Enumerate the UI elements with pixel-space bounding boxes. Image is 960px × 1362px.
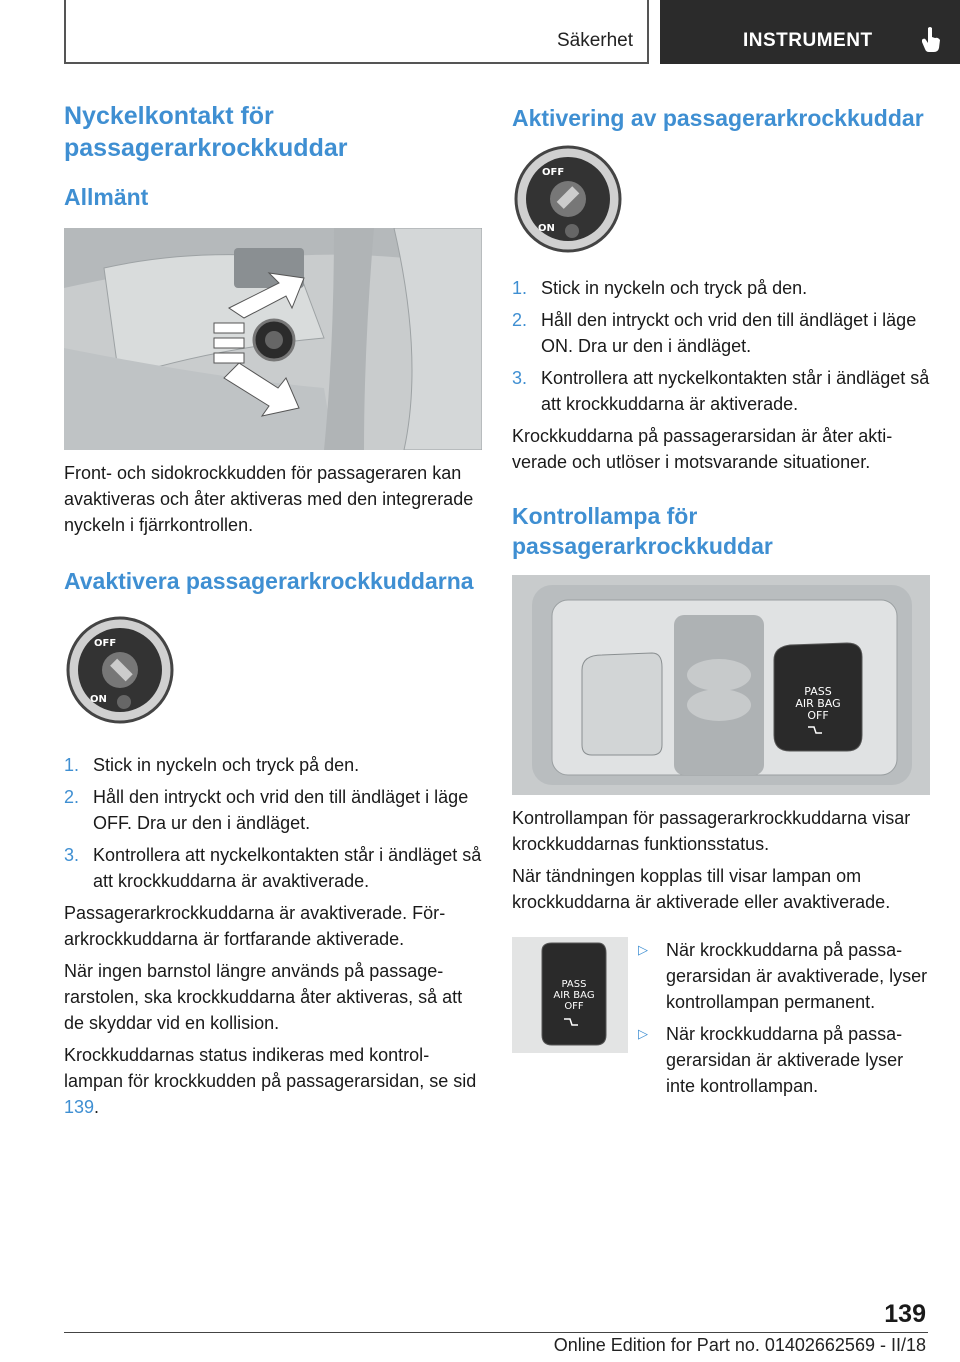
deactivate-steps xyxy=(64,752,482,894)
switch-on-label: ON xyxy=(90,694,107,705)
left-column xyxy=(64,100,482,1120)
lamp-label-off: OFF xyxy=(807,709,829,722)
intro-paragraph: Front- och sidokrockkudden för passageraren kan avaktiveras och åter aktiveras med den integrerade nyckeln i fjärrkontrollen. xyxy=(64,463,474,535)
airbag-switch-off-icon xyxy=(64,612,184,732)
footer-divider xyxy=(64,1332,928,1333)
list-item: 1. Stick in nyckeln och tryck på den. xyxy=(512,278,808,298)
list-item: 2. Håll den intryckt och vrid den till ändläget i läge ON. Dra ur den i ändläget. xyxy=(512,310,917,356)
airbag-off-lamp-icon xyxy=(512,937,628,1053)
list-item: ▷ När krockkuddarna på passagerarsidan är avaktiverade, lyser kontrollampan permanent. xyxy=(638,940,928,1012)
paragraph-ignition: När tändningen kopplas till visar lampan om krockkuddarna är aktiverade eller avaktiverade. xyxy=(512,866,891,912)
subsection-title-indicator-lamp: Kontrollampa för passagerarkrockkuddar xyxy=(512,503,773,559)
lamp-label-airbag: AIR BAG xyxy=(553,990,595,1001)
paragraph-lamp-function: Kontrollampan för passagerarkrockkuddarna visar krockkuddarnas funktionsstatus. xyxy=(512,808,911,854)
activate-steps xyxy=(512,275,930,417)
pointing-hand-icon xyxy=(922,26,942,52)
header-chapter-label: INSTRUMENT xyxy=(743,30,873,51)
lamp-label-airbag: AIR BAG xyxy=(795,697,841,710)
page-link[interactable]: 139 xyxy=(64,1097,95,1117)
airbag-switch-on-icon xyxy=(512,141,632,261)
list-item: ▷ När krockkuddarna på passagerarsidan är aktiverade lyser inte kontrollampan. xyxy=(638,1024,904,1096)
paragraph-activated: Krockkuddarna på passagerarsidan är åter aktiverade och utlöser i motsvarande situationer. xyxy=(512,426,893,472)
list-item: 1. Stick in nyckeln och tryck på den. xyxy=(64,755,360,775)
dashboard-key-switch-photo xyxy=(64,228,482,450)
section-title-key-switch: Nyckelkontakt för passagerarkrockkuddar xyxy=(64,102,348,162)
lamp-label-pass: PASS xyxy=(561,979,587,990)
header-chapter-tab xyxy=(660,0,960,64)
list-item: 3. Kontrollera att nyckelkontakten står i ändläget så att krockkuddarna är aktiverade. xyxy=(512,368,930,414)
list-item: 2. Håll den intryckt och vrid den till ändläget i läge OFF. Dra ur den i ändläget. xyxy=(64,787,469,833)
header-section-label: Säkerhet xyxy=(556,30,633,51)
edition-note: Online Edition for Part no. 01402662569 - II/18 xyxy=(553,1335,926,1355)
paragraph-reactivate: När ingen barnstol längre används på passagerarstolen, ska krockkuddarna åter aktiveras, så att de skyddar vid en kollision. xyxy=(64,961,463,1033)
lamp-label-pass: PASS xyxy=(804,685,832,698)
paragraph-status: Krockkuddarnas status indikeras med kontrollampan för krockkudden på passagerarsidan, se sid 139. xyxy=(64,1045,477,1117)
switch-on-label: ON xyxy=(538,223,555,234)
switch-off-label: OFF xyxy=(94,638,117,649)
subsection-title-activate: Aktivering av passagerarkrockkuddar xyxy=(512,105,924,131)
lamp-status-list xyxy=(638,937,930,1105)
right-column xyxy=(512,103,930,1097)
paragraph-deactivated: Passagerarkrockkuddarna är avaktiverade. Förarkrockkuddarna är fortfarande aktiverade. xyxy=(64,903,446,949)
header-section-tab xyxy=(64,0,649,64)
lamp-label-off: OFF xyxy=(564,1001,584,1012)
page-number: 139 xyxy=(884,1300,926,1328)
switch-off-label: OFF xyxy=(542,167,565,178)
subsection-title-general: Allmänt xyxy=(64,184,149,210)
indicator-lamp-photo xyxy=(512,575,930,795)
subsection-title-deactivate: Avaktivera passagerarkrockkuddarna xyxy=(64,568,474,594)
list-item: 3. Kontrollera att nyckelkontakten står i ändläget så att krockkuddarna är avaktiverade. xyxy=(64,845,482,891)
lamp-status-block xyxy=(512,937,930,1097)
